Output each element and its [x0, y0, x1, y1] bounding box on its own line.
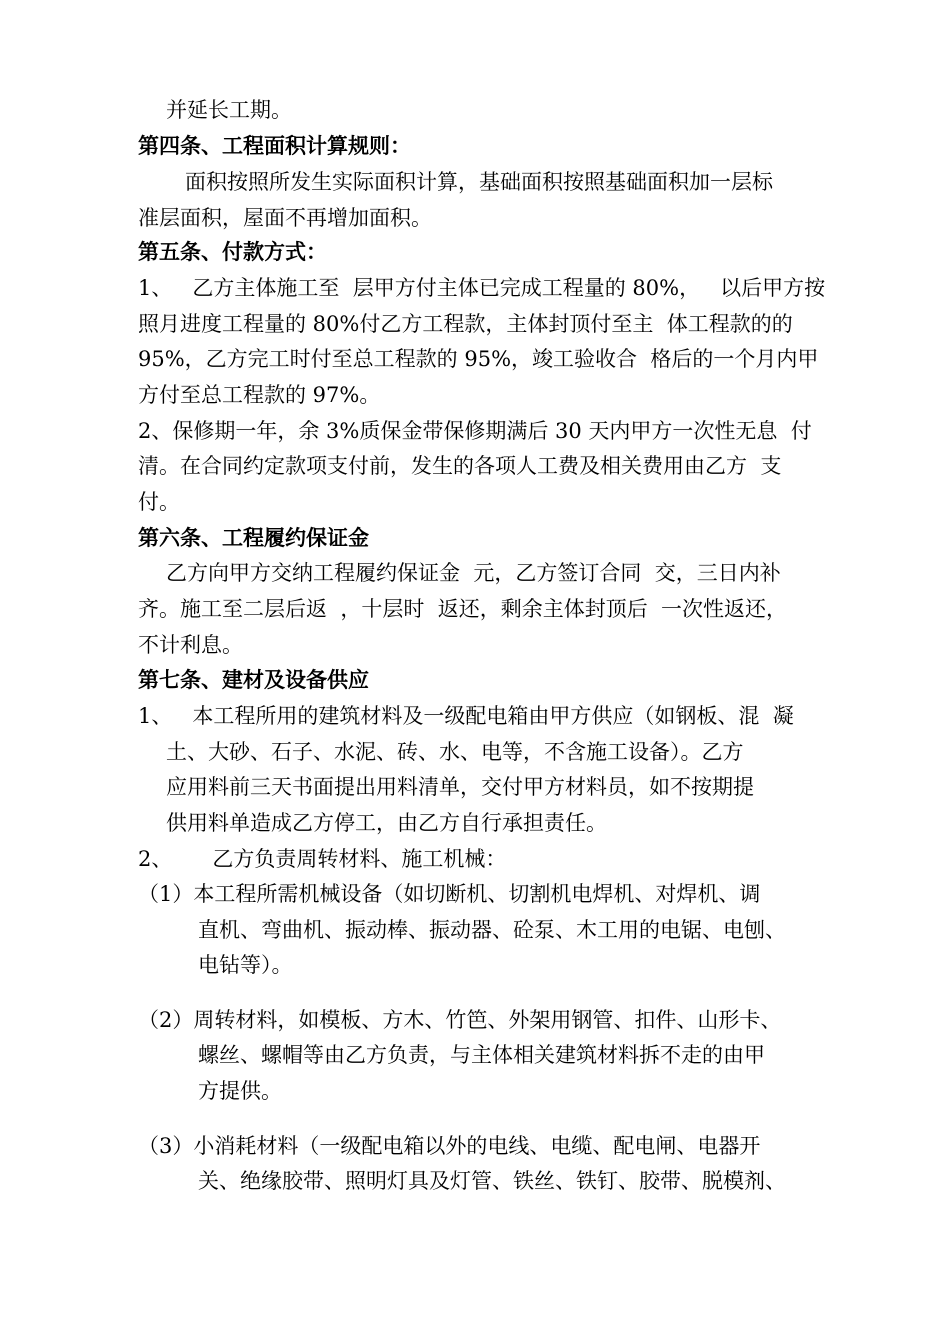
- text-line: 方提供。: [198, 1079, 282, 1103]
- text-line: 并延长工期。: [166, 98, 292, 122]
- text-line: 付。: [138, 490, 180, 514]
- text-line: （1）本工程所需机械设备（如切断机、切割机电焊机、对焊机、调: [138, 882, 761, 906]
- text-line: 供用料单造成乙方停工，由乙方自行承担责任。: [166, 811, 607, 835]
- text-line: 齐。施工至二层后返 ，十层时 返还，剩余主体封顶后 一次性返还，: [138, 597, 788, 621]
- section-heading-5: 第五条、付款方式：: [138, 239, 327, 264]
- text-line: （3）小消耗材料（一级配电箱以外的电线、电缆、配电闸、电器开: [138, 1134, 761, 1158]
- text-line: 准层面积，屋面不再增加面积。: [138, 206, 432, 230]
- text-line: 螺丝、螺帽等由乙方负责，与主体相关建筑材料拆不走的由甲: [198, 1043, 765, 1067]
- text-line: 照月进度工程量的 80%付乙方工程款，主体封顶付至主 体工程款的的: [138, 312, 793, 336]
- text-line: 关、绝缘胶带、照明灯具及灯管、铁丝、铁钉、胶带、脱模剂、: [198, 1169, 786, 1193]
- text-line: 1、 乙方主体施工至 层甲方付主体已完成工程量的 80%， 以后甲方按: [138, 276, 826, 300]
- text-line: 电钻等）。: [198, 953, 293, 977]
- text-line: 面积按照所发生实际面积计算，基础面积按照基础面积加一层标: [185, 170, 773, 194]
- text-line: 不计利息。: [138, 633, 243, 657]
- text-line: 直机、弯曲机、振动棒、振动器、砼泵、木工用的电锯、电刨、: [198, 918, 786, 942]
- text-line: 1、 本工程所用的建筑材料及一级配电箱由甲方供应（如钢板、混 凝: [138, 704, 794, 728]
- text-line: 方付至总工程款的 97%。: [138, 383, 381, 407]
- section-heading-4: 第四条、工程面积计算规则：: [138, 133, 411, 158]
- text-line: 95%，乙方完工时付至总工程款的 95%，竣工验收合 格后的一个月内甲: [138, 347, 819, 371]
- text-line: 应用料前三天书面提出用料清单，交付甲方材料员，如不按期提: [166, 775, 754, 799]
- section-heading-7: 第七条、建材及设备供应: [138, 667, 369, 692]
- text-line: （2）周转材料，如模板、方木、竹笆、外架用钢管、扣件、山形卡、: [138, 1008, 782, 1032]
- text-line: 乙方向甲方交纳工程履约保证金 元，乙方签订合同 交，三日内补: [166, 561, 781, 585]
- text-line: 2、保修期一年，余 3%质保金带保修期满后 30 天内甲方一次性无息 付: [138, 419, 812, 443]
- section-heading-6: 第六条、工程履约保证金: [138, 525, 369, 550]
- text-line: 清。在合同约定款项支付前，发生的各项人工费及相关费用由乙方 支: [138, 454, 782, 478]
- text-line: 2、 乙方负责周转材料、施工机械：: [138, 847, 507, 871]
- text-line: 土、大砂、石子、水泥、砖、水、电等，不含施工设备）。乙方: [166, 740, 744, 764]
